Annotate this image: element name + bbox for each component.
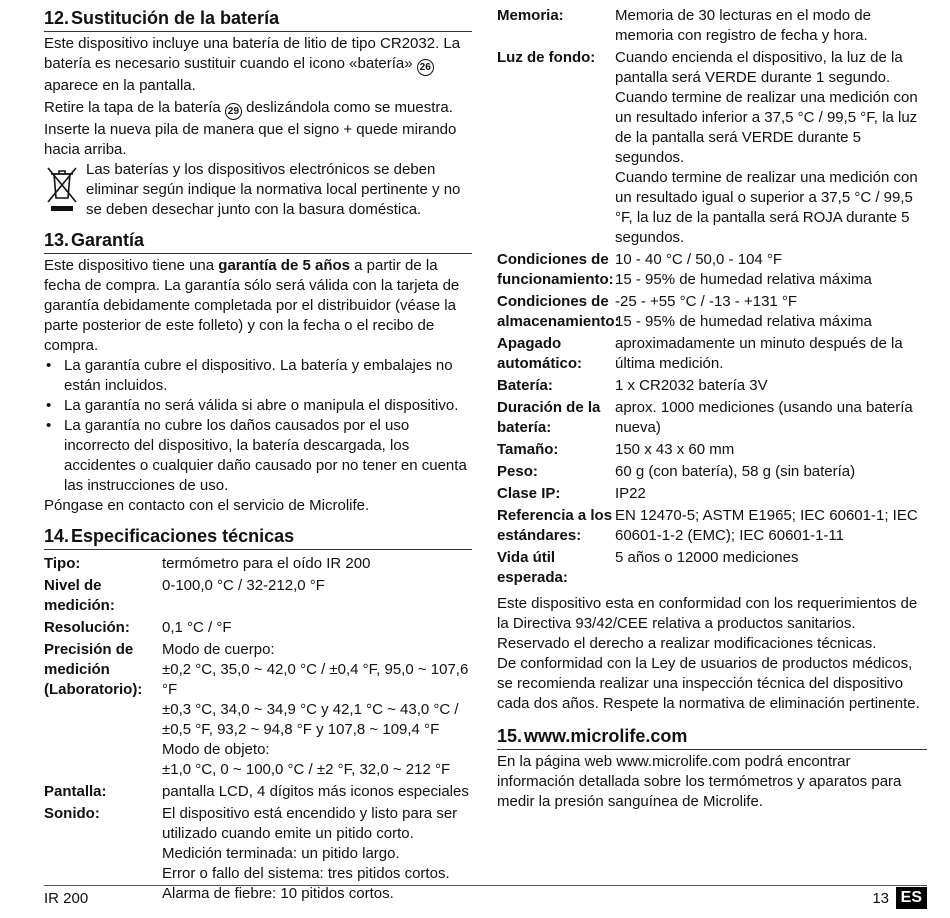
spec-label: Referencia a los estándares: xyxy=(497,507,613,544)
disposal-text: Las baterías y los dispositivos electrónicos se deben eliminar según indique la normativa local pertinente y no se deben desechar junto con la basura doméstica. xyxy=(86,161,461,218)
spec-value: El dispositivo está encendido y listo para ser utilizado cuando emite un pitido corto. Medición terminada: un pitido largo. Error o fallo del sistema: tres pitidos cortos. Alarma de fiebre: 10 pitidos cortos. xyxy=(162,805,458,902)
spec-label: Clase IP: xyxy=(497,485,561,502)
section-warranty xyxy=(44,228,472,516)
spec-value: Cuando encienda el dispositivo, la luz de la pantalla será VERDE durante 1 segundo. Cuando termine de realizar una medición con un resultado inferior a 37,5 °C / 99,5 °F, la luz de la pantalla será VERDE durante 5 segundos. Cuando termine de realizar una medición con un resultado igual o superior a 37,5 °C / 99,5 °F, la luz de la pantalla será ROJA durante 5 segundos. xyxy=(615,49,918,246)
warranty-paragraph: Este dispositivo tiene una garantía de 5 años a partir de la fecha de compra. La garantía sólo será válida con la tarjeta de garantía debidamente completada por el distribuidor (véase la parte posterior de este folleto) y con la fecha o el recibo de compra. xyxy=(44,257,460,354)
list-item: • La garantía cubre el dispositivo. La batería y embalajes no están incluidos. xyxy=(64,356,472,396)
website-paragraph: En la página web www.microlife.com podrá encontrar información detallada sobre los termómetros y aparatos para medir la presión sanguínea de Microlife. xyxy=(497,753,902,810)
section-15-heading: 15. www.microlife.com xyxy=(497,724,927,750)
right-column xyxy=(497,6,927,820)
spec-label: Sonido: xyxy=(44,805,100,822)
battery-paragraph-1: Este dispositivo incluye una batería de litio de tipo CR2032. La batería es necesario sustituir cuando el icono «batería» 26 aparece en la pantalla. xyxy=(44,35,461,94)
spec-label: Pantalla: xyxy=(44,783,107,800)
spec-label: Memoria: xyxy=(497,7,564,24)
spec-label: Vida útil esperada: xyxy=(497,549,568,586)
battery-paragraph-2: Retire la tapa de la batería 29 deslizándola como se muestra. Inserte la nueva pila de manera que el signo + quede mirando hacia arriba. xyxy=(44,99,457,158)
spec-value: IP22 xyxy=(615,485,646,502)
spec-value: 150 x 43 x 60 mm xyxy=(615,441,735,458)
conformity-text: Este dispositivo esta en conformidad con los requerimientos de la Directiva 93/42/CEE relativa a productos sanitarios. Reservado el derecho a realizar modificaciones técnicas. De conformidad con la Ley de usuarios de productos médicos, se recomienda realizar una inspección técnica del dispositivo cada dos años. Respete la normativa de eliminación pertinente. xyxy=(497,595,920,712)
section-website xyxy=(497,724,927,812)
spec-value: Memoria de 30 lecturas en el modo de memoria con registro de fecha y hora. xyxy=(615,7,871,44)
list-item: • La garantía no cubre los daños causados por el uso incorrecto del dispositivo, la batería descargada, los accidentes o cualquier daño causado por no tener en cuenta las instrucciones de uso. xyxy=(64,416,472,496)
section-13-heading: 13. Garantía xyxy=(44,228,472,254)
spec-label: Precisión de medición (Laboratorio): xyxy=(44,641,143,698)
ref-29-badge: 29 xyxy=(225,103,242,120)
spec-value: aprox. 1000 mediciones (usando una batería nueva) xyxy=(615,399,913,436)
specs-table-right xyxy=(497,6,927,590)
spec-label: Nivel de medición: xyxy=(44,577,115,614)
specs-table-left xyxy=(44,554,472,906)
list-item: • La garantía no será válida si abre o manipula el dispositivo. xyxy=(64,396,472,416)
section-battery-replacement xyxy=(44,6,472,220)
spec-label: Tipo: xyxy=(44,555,81,572)
spec-value: Modo de cuerpo: ±0,2 °C, 35,0 ~ 42,0 °C / ±0,4 °F, 95,0 ~ 107,6 °F ±0,3 °C, 34,0 ~ 34,9 °C y 42,1 °C ~ 43,0 °C / ±0,5 °F, 93,2 ~ 94,8 °F y 107,8 ~ 109,4 °F Modo de objeto: ±1,0 °C, 0 ~ 100,0 °C / ±2 °F, 32,0 ~ 212 °F xyxy=(162,641,469,778)
spec-value: termómetro para el oído IR 200 xyxy=(162,555,371,572)
crossed-bin-icon xyxy=(44,162,80,214)
spec-value: EN 12470-5; ASTM E1965; IEC 60601-1; IEC 60601-1-2 (EMC); IEC 60601-1-11 xyxy=(615,507,918,544)
spec-value: 10 - 40 °C / 50,0 - 104 °F 15 - 95% de humedad relativa máxima xyxy=(615,251,872,288)
section-14-heading: 14. Especificaciones técnicas xyxy=(44,524,472,550)
spec-label: Tamaño: xyxy=(497,441,559,458)
warranty-contact: Póngase en contacto con el servicio de Microlife. xyxy=(44,497,370,514)
section-12-heading: 12. Sustitución de la batería xyxy=(44,6,472,32)
spec-value: pantalla LCD, 4 dígitos más iconos especiales xyxy=(162,783,469,800)
spec-label: Resolución: xyxy=(44,619,130,636)
spec-value: 0,1 °C / °F xyxy=(162,619,232,636)
spec-value: 1 x CR2032 batería 3V xyxy=(615,377,768,394)
spec-label: Luz de fondo: xyxy=(497,49,596,66)
spec-label: Duración de la batería: xyxy=(497,399,601,436)
language-badge: ES xyxy=(896,887,927,909)
page-footer xyxy=(44,885,927,914)
ref-26-badge: 26 xyxy=(417,59,434,76)
left-column xyxy=(44,6,472,914)
page-number: 13 xyxy=(872,890,889,907)
spec-value: aproximadamente un minuto después de la última medición. xyxy=(615,335,903,372)
spec-label: Peso: xyxy=(497,463,538,480)
spec-value: 5 años o 12000 mediciones xyxy=(615,549,799,566)
spec-value: -25 - +55 °C / -13 - +131 °F 15 - 95% de humedad relativa máxima xyxy=(615,293,872,330)
spec-value: 0-100,0 °C / 32-212,0 °F xyxy=(162,577,325,594)
spec-value: 60 g (con batería), 58 g (sin batería) xyxy=(615,463,856,480)
spec-label: Apagado automático: xyxy=(497,335,583,372)
warranty-bullets xyxy=(44,356,472,496)
footer-model: IR 200 xyxy=(44,890,89,907)
spec-label: Condiciones de funcionamiento: xyxy=(497,251,614,288)
spec-label: Batería: xyxy=(497,377,553,394)
section-specs xyxy=(44,524,472,906)
disposal-note xyxy=(44,160,472,220)
spec-label: Condiciones de almacenamiento: xyxy=(497,293,620,330)
